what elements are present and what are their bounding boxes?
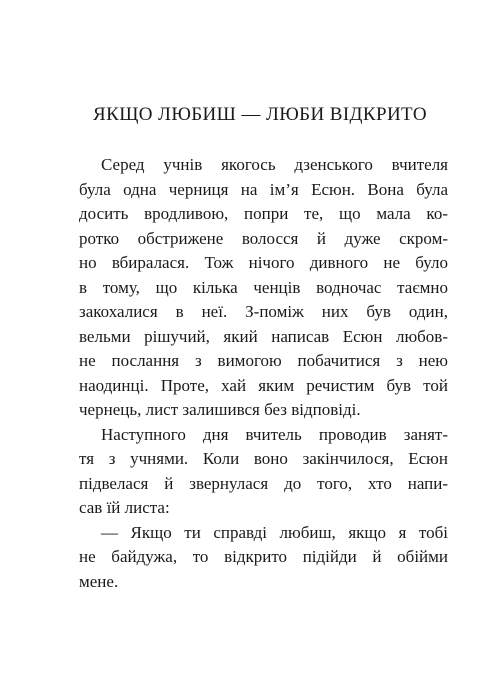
text-line: Серед учнів якогось дзенського вчителя bbox=[101, 155, 448, 174]
chapter-title: ЯКЩО ЛЮБИШ — ЛЮБИ ВІДКРИТО bbox=[93, 104, 427, 125]
paragraph-2 bbox=[79, 423, 448, 521]
text-line: досить вродливою, попри те, що мала ко- bbox=[79, 204, 448, 223]
text-line: не послання з вимогою побачитися з нею bbox=[79, 351, 448, 370]
body-text bbox=[79, 153, 448, 594]
text-line: мене. bbox=[79, 571, 119, 591]
text-line: наодинці. Проте, хай яким речистим був той bbox=[79, 375, 448, 395]
text-line: чернець, лист залишився без відповіді. bbox=[79, 400, 361, 419]
text-line: була одна черниця на ім’я Есюн. Вона була bbox=[79, 179, 448, 199]
text-line: сав їй листа: bbox=[79, 498, 170, 517]
text-line: вельми рішучий, який написав Есюн любов- bbox=[79, 326, 448, 346]
text-line: — Якщо ти справді любиш, якщо я тобі bbox=[101, 522, 448, 542]
paragraph-3 bbox=[79, 521, 448, 595]
text-line: но вбиралася. Тож нічого дивного не було bbox=[79, 253, 448, 272]
text-line: не байдужа, то відкрито підійди й обійми bbox=[79, 547, 448, 566]
text-line: в тому, що кілька ченців водночас таємно bbox=[79, 277, 448, 297]
text-line: тя з учнями. Коли воно закінчилося, Есюн bbox=[79, 449, 448, 468]
text-line: закохалися в неї. З-поміж них був один, bbox=[79, 302, 448, 321]
text-line: підвелася й звернулася до того, хто напи- bbox=[79, 473, 448, 493]
text-line: ротко обстрижене волосся й дуже скром- bbox=[79, 228, 448, 248]
paragraph-1 bbox=[79, 153, 448, 423]
text-line: Наступного дня вчитель проводив занят- bbox=[101, 424, 448, 444]
